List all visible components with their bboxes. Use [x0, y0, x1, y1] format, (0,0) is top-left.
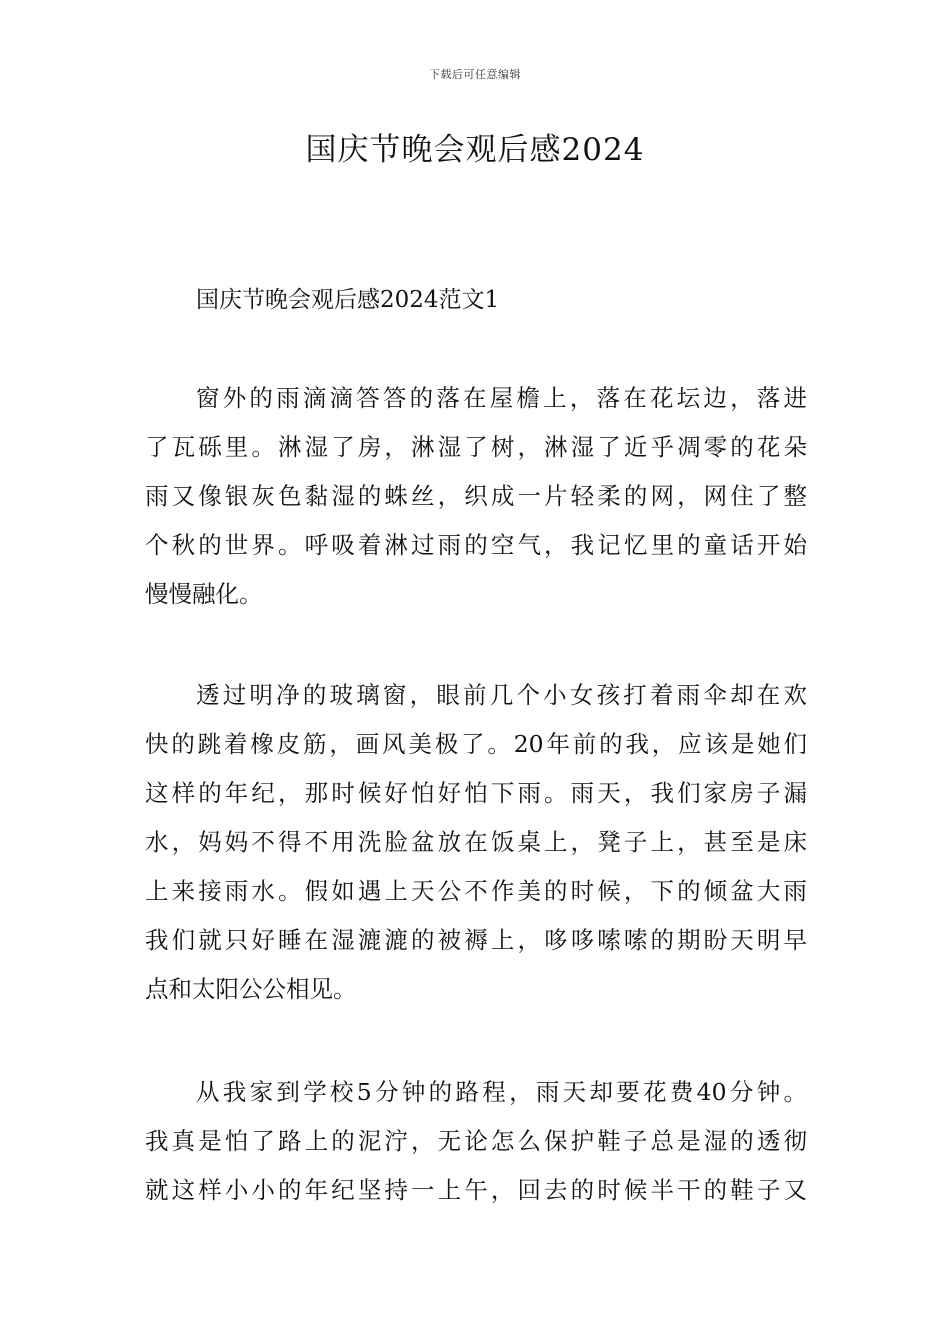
paragraph-line: 了瓦砾里。淋湿了房，淋湿了树，淋湿了近乎凋零的花朵 — [145, 433, 807, 461]
paragraph-line: 慢慢融化。 — [145, 580, 263, 608]
paragraph-line: 透过明净的玻璃窗，眼前几个小女孩打着雨伞却在欢 — [196, 681, 807, 709]
header-note: 下载后可任意编辑 — [429, 68, 521, 81]
paragraph-1 — [145, 380, 807, 625]
paragraph-line: 雨又像银灰色黏湿的蛛丝，织成一片轻柔的网，网住了整 — [145, 482, 807, 510]
paragraph-line: 这样的年纪，那时候好怕好怕下雨。雨天，我们家房子漏 — [145, 779, 807, 807]
section-subtitle: 国庆节晚会观后感2024范文1 — [196, 287, 500, 313]
paragraph-line: 点和太阳公公相见。 — [145, 975, 357, 1003]
paragraph-line: 就这样小小的年纪坚持一上午，回去的时候半干的鞋子又 — [145, 1176, 807, 1204]
document-title: 国庆节晚会观后感2024 — [305, 132, 645, 168]
paragraph-2 — [145, 677, 807, 1020]
paragraph-line: 我真是怕了路上的泥泞，无论怎么保护鞋子总是湿的透彻 — [145, 1127, 807, 1155]
paragraph-line: 上来接雨水。假如遇上天公不作美的时候，下的倾盆大雨 — [145, 877, 807, 905]
paragraph-line: 个秋的世界。呼吸着淋过雨的空气，我记忆里的童话开始 — [145, 531, 807, 559]
paragraph-line: 从我家到学校5分钟的路程，雨天却要花费40分钟。 — [196, 1078, 807, 1106]
paragraph-line: 水，妈妈不得不用洗脸盆放在饭桌上，凳子上，甚至是床 — [145, 828, 807, 856]
paragraph-line: 快的跳着橡皮筋，画风美极了。20年前的我，应该是她们 — [145, 730, 807, 758]
paragraph-line: 我们就只好睡在湿漉漉的被褥上，哆哆嗦嗦的期盼天明早 — [145, 926, 807, 954]
paragraph-3 — [145, 1074, 807, 1221]
paragraph-line: 窗外的雨滴滴答答的落在屋檐上，落在花坛边，落进 — [196, 384, 807, 412]
